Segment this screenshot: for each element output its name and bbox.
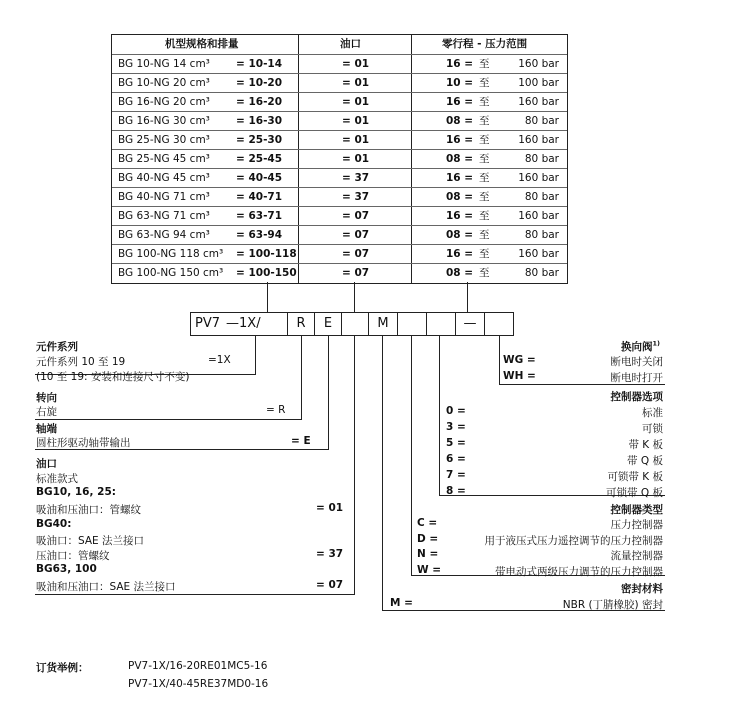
cell-size-code: = 10-20 xyxy=(236,77,283,89)
port-std: 标准款式 xyxy=(36,473,78,485)
ctrl-opt-item-code: 5 = xyxy=(446,437,466,449)
cell-size: BG 25-NG 45 cm³ xyxy=(118,153,210,165)
table-row xyxy=(112,168,567,188)
ctrl-opt-item-desc: 可锁 xyxy=(642,423,663,435)
cell-size-code: = 16-30 xyxy=(236,115,283,127)
table-row xyxy=(112,187,567,207)
line-series-v xyxy=(255,336,256,374)
code-m: M xyxy=(377,316,389,331)
code-dash: — xyxy=(463,316,477,331)
cell-size-code: = 63-71 xyxy=(236,210,283,222)
seal-code: M = xyxy=(390,597,413,609)
series-desc: 元件系列 10 至 19 xyxy=(36,356,126,368)
line-valve-v xyxy=(499,336,500,385)
code-box-m xyxy=(368,312,398,336)
ctrl-opt-item-desc: 可锁带 K 板 xyxy=(607,471,663,483)
bg-a-code: = 01 xyxy=(316,502,344,514)
cell-size-code: = 16-20 xyxy=(236,96,283,108)
table-row xyxy=(112,149,567,169)
bg-b-desc2: 压油口：管螺纹 xyxy=(36,550,110,562)
cell-pressure-range: 160 bar xyxy=(518,172,559,184)
code-box-dash xyxy=(455,312,485,336)
ctrl-type-item-code: N = xyxy=(417,548,439,560)
cell-port: = 01 xyxy=(342,115,370,127)
cell-size: BG 40-NG 71 cm³ xyxy=(118,191,210,203)
bg-c-desc: 吸油和压油口：SAE 法兰接口 xyxy=(36,581,176,593)
connector-pressure xyxy=(467,282,468,312)
cell-size-code: = 10-14 xyxy=(236,58,283,70)
cell-size-code: = 40-45 xyxy=(236,172,283,184)
bg-a: BG10, 16, 25: xyxy=(36,486,116,498)
valve-item-desc: 断电时打开 xyxy=(610,372,663,384)
spec-table xyxy=(111,34,568,284)
cell-zero-stroke: 08 = xyxy=(446,191,474,203)
cell-zero-stroke: 16 = xyxy=(446,248,474,260)
cell-size: BG 63-NG 94 cm³ xyxy=(118,229,210,241)
rotation-title: 转向 xyxy=(36,392,57,404)
series-code: =1X xyxy=(208,354,231,366)
cell-size: BG 100-NG 118 cm³ xyxy=(118,248,224,260)
bg-c: BG63, 100 xyxy=(36,563,97,575)
cell-zero-stroke: 16 = xyxy=(446,210,474,222)
cell-port: = 01 xyxy=(342,77,370,89)
ctrl-opt-title: 控制器选项 xyxy=(610,391,663,403)
series-note: (10 至 19: 安装和连接尺寸不变) xyxy=(36,371,190,383)
cell-pressure-range: 100 bar xyxy=(518,77,559,89)
cell-to: 至 xyxy=(479,267,490,279)
code-prefix: PV7 xyxy=(195,316,221,331)
cell-pressure-range: 160 bar xyxy=(518,210,559,222)
cell-to: 至 xyxy=(479,77,490,89)
ctrl-opt-item-desc: 带 K 板 xyxy=(628,439,663,451)
valve-item-code: WH = xyxy=(503,370,536,382)
code-e: E xyxy=(323,316,333,331)
seal-desc: NBR (丁腈橡胶) 密封 xyxy=(562,599,663,611)
cell-to: 至 xyxy=(479,115,490,127)
valve-footnote: 1) xyxy=(652,339,660,348)
ctrl-opt-item-code: 0 = xyxy=(446,405,466,417)
cell-size-code: = 25-45 xyxy=(236,153,283,165)
code-box-port xyxy=(341,312,369,336)
ctrl-type-item-desc: 流量控制器 xyxy=(610,550,663,562)
cell-size-code: = 25-30 xyxy=(236,134,283,146)
table-row xyxy=(112,225,567,245)
cell-pressure-range: 80 bar xyxy=(524,115,559,127)
valve-item-code: WG = xyxy=(503,354,536,366)
cell-port: = 07 xyxy=(342,229,370,241)
cell-size: BG 25-NG 30 cm³ xyxy=(118,134,210,146)
cell-to: 至 xyxy=(479,229,490,241)
cell-to: 至 xyxy=(479,134,490,146)
ctrl-type-item-desc: 压力控制器 xyxy=(610,519,663,531)
cell-pressure-range: 160 bar xyxy=(518,134,559,146)
cell-port: = 01 xyxy=(342,153,370,165)
ctrl-opt-item-code: 3 = xyxy=(446,421,466,433)
shaft-desc: 圆柱形驱动轴带输出 xyxy=(36,437,131,449)
cell-to: 至 xyxy=(479,191,490,203)
cell-pressure-range: 80 bar xyxy=(524,229,559,241)
shaft-code: = E xyxy=(291,435,311,447)
connector-size xyxy=(267,282,268,312)
valve-title xyxy=(621,339,660,354)
table-row xyxy=(112,130,567,150)
cell-size-code: = 100-118 xyxy=(236,248,297,260)
cell-size: BG 16-NG 30 cm³ xyxy=(118,115,210,127)
cell-zero-stroke: 16 = xyxy=(446,134,474,146)
ctrl-type-item-code: C = xyxy=(417,517,438,529)
seal-title: 密封材料 xyxy=(621,583,663,595)
cell-pressure-range: 80 bar xyxy=(524,153,559,165)
table-row xyxy=(112,206,567,226)
order-example-2: PV7-1X/40-45RE37MD0-16 xyxy=(128,678,269,690)
bg-b-code: = 37 xyxy=(316,548,344,560)
connector-port-top xyxy=(354,282,355,312)
cell-port: = 01 xyxy=(342,134,370,146)
table-row xyxy=(112,73,567,93)
cell-size: BG 100-NG 150 cm³ xyxy=(118,267,224,279)
port-title: 油口 xyxy=(36,458,57,470)
table-row xyxy=(112,92,567,112)
cell-to: 至 xyxy=(479,96,490,108)
cell-pressure-range: 80 bar xyxy=(524,191,559,203)
line-ctrl-opt-v xyxy=(439,336,440,496)
cell-zero-stroke: 16 = xyxy=(446,172,474,184)
table-row xyxy=(112,263,567,283)
line-rotation-v xyxy=(301,336,302,420)
cell-zero-stroke: 16 = xyxy=(446,58,474,70)
cell-port: = 37 xyxy=(342,172,370,184)
bg-a-desc: 吸油和压油口：管螺纹 xyxy=(36,504,141,516)
ctrl-opt-item-code: 6 = xyxy=(446,453,466,465)
rotation-code: = R xyxy=(266,404,286,416)
bg-b-desc1: 吸油口：SAE 法兰接口 xyxy=(36,535,145,547)
cell-zero-stroke: 08 = xyxy=(446,153,474,165)
rotation-desc: 右旋 xyxy=(36,406,57,418)
ctrl-opt-item-code: 8 = xyxy=(446,485,466,497)
code-box-valve xyxy=(484,312,514,336)
cell-size: BG 40-NG 45 cm³ xyxy=(118,172,210,184)
line-seal-v xyxy=(382,336,383,611)
cell-to: 至 xyxy=(479,58,490,70)
cell-zero-stroke: 08 = xyxy=(446,229,474,241)
line-shaft-v xyxy=(328,336,329,450)
header-size: 机型规格和排量 xyxy=(165,38,239,50)
line-rotation-h xyxy=(35,419,302,420)
cell-to: 至 xyxy=(479,153,490,165)
cell-size: BG 10-NG 20 cm³ xyxy=(118,77,210,89)
table-header xyxy=(112,35,567,55)
order-label: 订货举例： xyxy=(36,662,89,674)
cell-pressure-range: 80 bar xyxy=(524,267,559,279)
cell-zero-stroke: 16 = xyxy=(446,96,474,108)
table-row xyxy=(112,111,567,131)
cell-size-code: = 40-71 xyxy=(236,191,283,203)
header-port: 油口 xyxy=(340,38,361,50)
cell-zero-stroke: 10 = xyxy=(446,77,474,89)
ctrl-type-item-code: D = xyxy=(417,532,439,545)
shaft-title: 轴端 xyxy=(36,423,57,435)
series-title: 元件系列 xyxy=(36,341,78,353)
valve-title-text: 换向阀 xyxy=(621,341,653,353)
cell-port: = 01 xyxy=(342,58,370,70)
table-row xyxy=(112,244,567,264)
code-series: —1X xyxy=(226,316,257,331)
cell-size: BG 10-NG 14 cm³ xyxy=(118,58,210,70)
header-pressure: 零行程 - 压力范围 xyxy=(442,38,528,50)
table-row xyxy=(112,54,567,74)
cell-to: 至 xyxy=(479,248,490,260)
cell-size-code: = 63-94 xyxy=(236,229,283,241)
line-port-h xyxy=(35,594,355,595)
cell-pressure-range: 160 bar xyxy=(518,58,559,70)
cell-port: = 01 xyxy=(342,96,370,108)
cell-to: 至 xyxy=(479,210,490,222)
code-r: R xyxy=(296,316,306,331)
cell-pressure-range: 160 bar xyxy=(518,248,559,260)
cell-port: = 37 xyxy=(342,191,370,203)
code-box-ctrl-opt xyxy=(426,312,456,336)
code-box-ctrl-type xyxy=(397,312,427,336)
ctrl-type-item-desc: 用于液压式压力遥控调节的压力控制器 xyxy=(484,534,663,547)
code-box-r xyxy=(287,312,315,336)
cell-zero-stroke: 08 = xyxy=(446,115,474,127)
code-box-e xyxy=(314,312,342,336)
cell-port: = 07 xyxy=(342,210,370,222)
line-ctrl-type-v xyxy=(411,336,412,576)
line-port-v xyxy=(354,336,355,595)
ctrl-opt-item-desc: 带 Q 板 xyxy=(627,455,663,467)
cell-zero-stroke: 08 = xyxy=(446,267,474,279)
cell-to: 至 xyxy=(479,172,490,184)
ctrl-type-item-code: W = xyxy=(417,563,442,576)
ctrl-type-item-desc: 带电动式两级压力调节的压力控制器 xyxy=(495,565,663,578)
ctrl-opt-item-desc: 标准 xyxy=(642,407,663,419)
cell-port: = 07 xyxy=(342,248,370,260)
cell-port: = 07 xyxy=(342,267,370,279)
ctrl-opt-item-desc: 可锁带 Q 板 xyxy=(606,487,663,499)
cell-size: BG 16-NG 20 cm³ xyxy=(118,96,210,108)
bg-b: BG40: xyxy=(36,518,72,530)
bg-c-code: = 07 xyxy=(316,579,344,591)
order-example-1: PV7-1X/16-20RE01MC5-16 xyxy=(128,660,268,672)
ctrl-type-title: 控制器类型 xyxy=(610,504,663,516)
code-slash: / xyxy=(256,316,261,331)
valve-item-desc: 断电时关闭 xyxy=(610,356,663,368)
cell-size-code: = 100-150 xyxy=(236,267,297,279)
cell-size: BG 63-NG 71 cm³ xyxy=(118,210,210,222)
ctrl-opt-item-code: 7 = xyxy=(446,469,466,481)
cell-pressure-range: 160 bar xyxy=(518,96,559,108)
code-box-model xyxy=(190,312,288,336)
